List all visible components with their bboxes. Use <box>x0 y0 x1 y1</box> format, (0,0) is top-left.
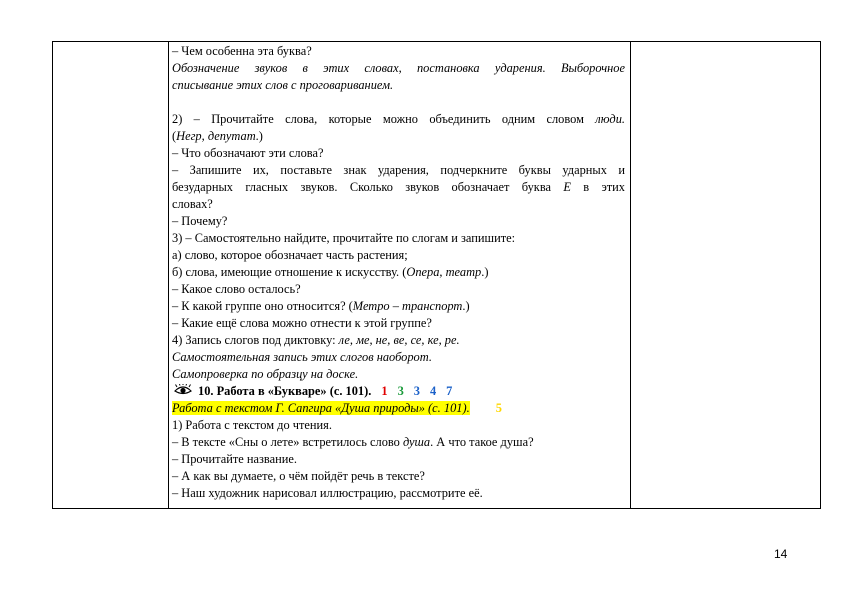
text-line: – Чем особенна эта буква? <box>172 44 312 58</box>
level-number: 5 <box>495 401 502 415</box>
lesson-table <box>52 41 821 509</box>
level-number: 3 <box>413 384 420 398</box>
page-number: 14 <box>774 547 788 561</box>
level-number: 1 <box>381 384 388 398</box>
text-line: – Что обозначают эти слова? <box>172 146 324 160</box>
text-line: – К какой группе оно относится? (Метро – транспорт.) <box>172 299 470 313</box>
section-heading: 10. Работа в «Букваре» (с. 101). 1 3 3 4 7 <box>172 383 625 400</box>
text-line: – Запишите их, поставьте знак ударения, подчеркните буквы ударных и <box>172 163 625 177</box>
spacer <box>172 94 625 111</box>
lesson-content-cell <box>172 43 625 502</box>
text-line: б) слова, имеющие отношение к искусству. (Опера, театр.) <box>172 265 489 279</box>
text-line: – А как вы думаете, о чём пойдёт речь в тексте? <box>172 469 425 483</box>
highlighted-text: Работа с текстом Г. Сапгира «Душа природы» (с. 101). <box>172 401 470 415</box>
text-line <box>172 400 625 417</box>
text-line: 1) Работа с текстом до чтения. <box>172 418 332 432</box>
column-divider-1 <box>168 42 169 508</box>
text-line: (Негр, депутат.) <box>172 129 263 143</box>
text-line: 2) – Прочитайте слова, которые можно объединить одним словом люди. <box>172 112 625 126</box>
text-line: Самостоятельная запись этих слогов наоборот. <box>172 350 432 364</box>
text-line: 4) Запись слогов под диктовку: ле, ме, не, ве, се, ке, ре. <box>172 333 460 347</box>
text-line: Самопроверка по образцу на доске. <box>172 367 359 381</box>
text-line: – Наш художник нарисовал иллюстрацию, рассмотрите её. <box>172 486 483 500</box>
text-line: – В тексте «Сны о лете» встретилось слово душа. А что такое душа? <box>172 435 534 449</box>
text-line: безударных гласных звуков. Сколько звуков обозначает буква Е в этих <box>172 180 626 194</box>
text-line: – Какие ещё слова можно отнести к этой группе? <box>172 316 432 330</box>
level-number: 7 <box>446 384 453 398</box>
eye-icon <box>174 384 192 396</box>
text-line: Обозначение звуков в этих словах, постановка ударения. Выборочное <box>172 61 625 75</box>
level-number: 4 <box>429 384 437 398</box>
column-divider-2 <box>630 42 631 508</box>
text-line: 3) – Самостоятельно найдите, прочитайте по слогам и запишите: <box>172 231 516 245</box>
text-line: словах? <box>172 197 213 211</box>
level-number: 3 <box>397 384 404 398</box>
text-line: – Прочитайте название. <box>172 452 297 466</box>
text-line: – Почему? <box>172 214 228 228</box>
text-line: а) слово, которое обозначает часть растения; <box>172 248 408 262</box>
text-line: – Какое слово осталось? <box>172 282 301 296</box>
text-line: списывание этих слов с проговариванием. <box>172 78 394 92</box>
